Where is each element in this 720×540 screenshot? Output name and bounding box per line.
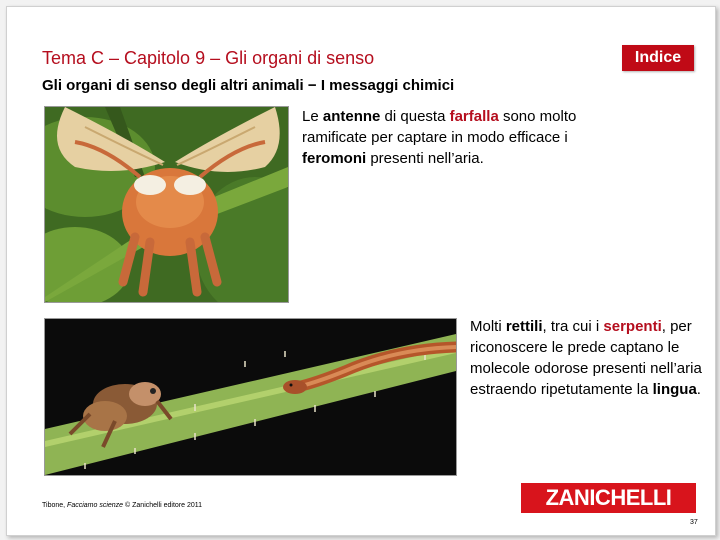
moth-caption-text: di questa — [380, 108, 450, 125]
snake-caption — [470, 316, 712, 400]
snake-frog-image — [45, 319, 456, 475]
moth-caption-bold: feromoni — [302, 150, 367, 167]
snake-caption-text: . — [696, 381, 701, 398]
index-button[interactable]: Indice — [622, 45, 694, 71]
moth-photo — [44, 106, 289, 303]
snake-caption-text: , per riconoscere le prede captano le molecole odorose presenti nell’aria estraendo ripetutamente la — [470, 318, 702, 398]
snake-caption-text: , tra cui i — [542, 318, 604, 335]
moth-caption-text: Le — [302, 108, 323, 125]
footer-credit-title: Facciamo scienze — [67, 502, 124, 509]
moth-caption-text: sono molto ramificate per captare in modo efficace i — [302, 108, 577, 146]
slide-subtitle: Gli organi di senso degli altri animali − I messaggi chimici — [42, 77, 455, 94]
footer-credit-copyright: © Zanichelli editore 2011 — [123, 502, 203, 509]
snake-caption-text: Molti — [470, 318, 506, 335]
zanichelli-logo-text: ZANICHELLI — [545, 485, 672, 510]
snake-caption-highlight: serpenti — [603, 318, 662, 335]
moth-image — [45, 107, 288, 302]
moth-caption-highlight: farfalla — [449, 108, 499, 125]
page-number: 37 — [690, 519, 698, 526]
slide-title: Tema C – Capitolo 9 – Gli organi di senso — [42, 48, 375, 68]
snake-frog-photo — [44, 318, 457, 476]
moth-caption-text: presenti nell’aria. — [366, 150, 484, 167]
moth-caption-bold: antenne — [322, 108, 381, 125]
footer-credit — [42, 502, 202, 509]
snake-caption-bold: rettili — [505, 318, 543, 335]
moth-caption — [302, 106, 612, 169]
footer-credit-author: Tibone, — [42, 502, 68, 509]
snake-caption-bold: lingua — [652, 381, 697, 398]
zanichelli-logo — [521, 483, 696, 513]
